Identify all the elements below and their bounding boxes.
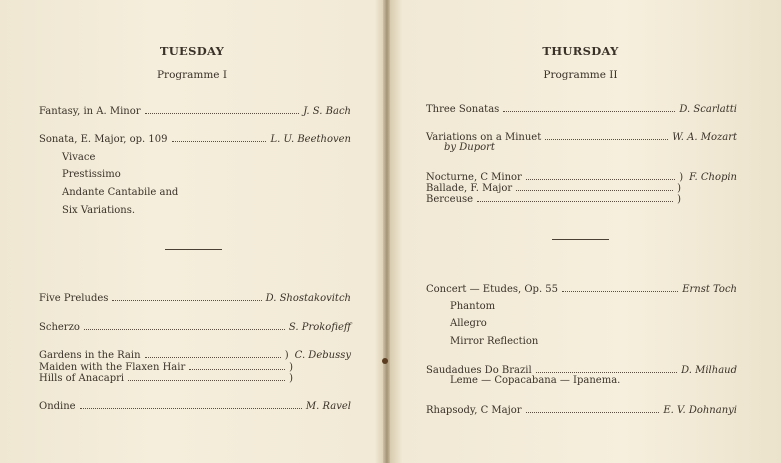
movement-vivace: Vivace bbox=[62, 152, 96, 163]
leader-dots bbox=[526, 404, 660, 413]
bracket: ) bbox=[677, 183, 681, 194]
work-title: Ondine bbox=[39, 401, 76, 412]
saudades-subtitle: Leme — Copacabana — Ipanema. bbox=[450, 375, 621, 386]
bracket: ) bbox=[289, 373, 293, 384]
composer-name: D. Shostakovitch bbox=[265, 293, 351, 304]
movement-allegro: Allegro bbox=[450, 318, 487, 329]
work-title: Five Preludes bbox=[39, 293, 109, 304]
leader-dots bbox=[526, 171, 675, 180]
tuesday-heading: TUESDAY bbox=[159, 44, 225, 58]
program-entry-sonata bbox=[39, 133, 351, 146]
composer-name: F. Chopin bbox=[689, 172, 737, 183]
composer-name: Ernst Toch bbox=[682, 284, 737, 295]
movement-mirror-reflection: Mirror Reflection bbox=[450, 336, 539, 347]
work-title: Hills of Anacapri bbox=[39, 373, 125, 384]
bracket: ) bbox=[284, 350, 289, 361]
work-title: Concert — Etudes, Op. 55 bbox=[426, 284, 559, 295]
leader-dots bbox=[536, 364, 677, 373]
composer-name: M. Ravel bbox=[305, 401, 351, 412]
leader-dots bbox=[477, 193, 673, 202]
movement-phantom: Phantom bbox=[450, 301, 496, 312]
program-entry-toch bbox=[426, 283, 737, 296]
leader-dots bbox=[545, 131, 668, 140]
thursday-heading: THURSDAY bbox=[542, 44, 619, 58]
composer-name: E. V. Dohnanyi bbox=[663, 405, 737, 416]
thursday-page bbox=[390, 0, 781, 463]
leader-dots bbox=[128, 372, 285, 381]
leader-dots bbox=[145, 349, 281, 358]
leader-dots bbox=[189, 361, 285, 370]
program-entry-sonatas bbox=[426, 103, 737, 116]
program-entry-rhapsody bbox=[426, 404, 737, 417]
composer-name: J. S. Bach bbox=[303, 106, 351, 117]
variations-subtitle: by Duport bbox=[444, 142, 495, 153]
composer-name: C. Debussy bbox=[294, 350, 351, 361]
programme-two-heading: Programme II bbox=[543, 69, 618, 81]
bracket: ) bbox=[289, 362, 293, 373]
composer-name: W. A. Mozart bbox=[672, 132, 737, 143]
program-entry-ondine bbox=[39, 400, 351, 413]
program-entry-preludes bbox=[39, 292, 351, 305]
work-title: Fantasy, in A. Minor bbox=[39, 106, 141, 117]
leader-dots bbox=[503, 103, 675, 112]
programme-one-heading: Programme I bbox=[156, 69, 228, 81]
work-title: Sonata, E. Major, op. 109 bbox=[39, 134, 168, 145]
composer-name: S. Prokofieff bbox=[288, 322, 351, 333]
leader-dots bbox=[516, 182, 673, 191]
composer-name: L. U. Beethoven bbox=[270, 134, 351, 145]
work-title: Rhapsody, C Major bbox=[426, 405, 522, 416]
leader-dots bbox=[80, 400, 302, 409]
section-divider bbox=[165, 249, 222, 250]
bracket: ) bbox=[679, 172, 684, 183]
work-title: Ballade, F. Major bbox=[426, 183, 513, 194]
program-entry-fantasy bbox=[39, 105, 351, 118]
program-entry-hills bbox=[39, 372, 293, 385]
leader-dots bbox=[172, 133, 267, 142]
leader-dots bbox=[562, 283, 678, 292]
work-title: Scherzo bbox=[39, 322, 80, 333]
bracket: ) bbox=[677, 194, 681, 205]
tuesday-page bbox=[0, 0, 384, 463]
paper-stain bbox=[382, 358, 388, 364]
composer-name: D. Milhaud bbox=[681, 365, 737, 376]
work-title: Gardens in the Rain bbox=[39, 350, 141, 361]
work-title: Nocturne, C Minor bbox=[426, 172, 522, 183]
leader-dots bbox=[112, 292, 261, 301]
program-entry-scherzo bbox=[39, 321, 351, 334]
movement-andante: Andante Cantabile and bbox=[62, 187, 179, 198]
movement-variations: Six Variations. bbox=[62, 205, 136, 216]
composer-name: D. Scarlatti bbox=[679, 104, 737, 115]
movement-prestissimo: Prestissimo bbox=[62, 169, 121, 180]
section-divider bbox=[552, 239, 609, 240]
work-title: Maiden with the Flaxen Hair bbox=[39, 362, 186, 373]
leader-dots bbox=[145, 105, 300, 114]
program-entry-berceuse bbox=[426, 193, 681, 206]
work-title: Saudadues Do Brazil bbox=[426, 365, 532, 376]
leader-dots bbox=[84, 321, 285, 330]
center-fold bbox=[383, 0, 390, 463]
work-title: Variations on a Minuet bbox=[426, 132, 542, 143]
work-title: Berceuse bbox=[426, 194, 474, 205]
work-title: Three Sonatas bbox=[426, 104, 500, 115]
